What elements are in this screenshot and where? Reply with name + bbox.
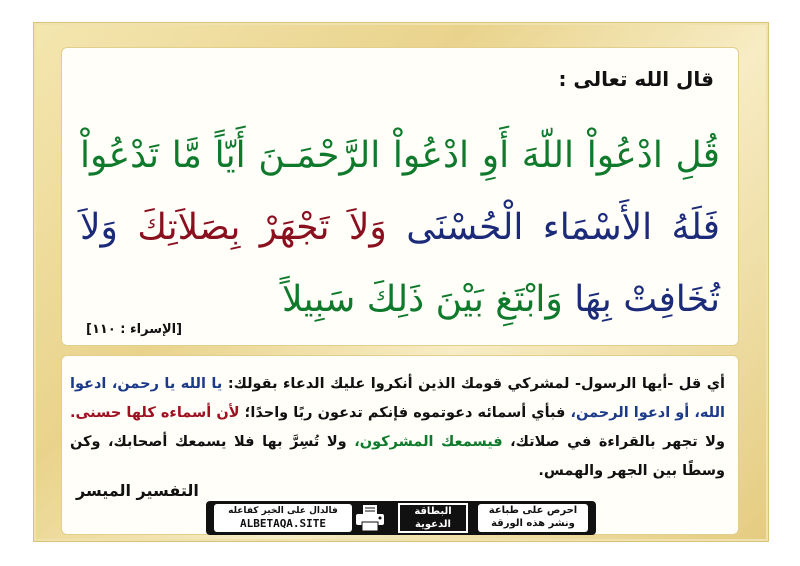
printer-icon [354,504,386,532]
print-note-line-1: احرص على طباعة [488,505,578,516]
tafsir-part-4: لأن أسماءه كلها حسنى. [70,405,240,421]
logo-line-2: الدعوية [415,519,451,530]
footer-motto: فالدال على الخير كفاعله [228,506,338,516]
albetaqa-logo [398,503,468,533]
footer-site-link[interactable]: ALBETAQA.SITE [239,517,327,530]
tafsir-text [70,370,725,486]
verse-part-4: وَلاَ تُخَافِتْ بِهَا [80,207,720,320]
tafsir-part-1: أي قل -أيها الرسول- لمشركي قومك الذين أنكروا عليك الدعاء بقولك: [222,376,725,392]
tafsir-part-2: يا الله يا رحمن، ادعوا الله، أو ادعوا الرحمن، [70,376,725,421]
verse-reference: [الإسراء : ١١٠] [86,322,183,337]
footer-print-note [478,504,588,532]
tafsir-part-3: فبأي أسمائه دعوتموه فإنكم تدعون ربًا واحدًا؛ [239,405,571,421]
footer-site-box [214,504,352,532]
print-note-line-2: ونشر هذه الورقة [491,518,575,529]
footer-bar [206,501,596,535]
verse-part-3: وَلاَ تَجْهَرْ بِصَلاَتِكَ [137,207,387,248]
quran-verse [80,120,720,336]
tafsir-part-5: ولا تجهر بالقراءة في صلاتك، [502,434,725,450]
verse-part-5: وَابْتَغِ بَيْنَ ذَلِكَ سَبِيلاً [281,279,563,320]
tafsir-source: التفسير الميسر [76,481,199,500]
tafsir-part-7: ولا تُسِرَّ بها فلا يسمعك أصحابك، وكن وسطًا بين الجهر والهمس. [70,434,725,479]
verse-part-1: قُلِ ادْعُواْ اللّهَ أَوِ ادْعُواْ الرَّحْمَـنَ أَيّاً مَّا تَدْعُواْ [80,135,720,176]
logo-line-1: البطاقة [414,506,452,517]
verse-heading: قال الله تعالى : [558,67,714,91]
tafsir-part-6: فيسمعك المشركون، [354,434,503,450]
verse-part-2: فَلَهُ الأَسْمَاء الْحُسْنَى [406,207,720,248]
